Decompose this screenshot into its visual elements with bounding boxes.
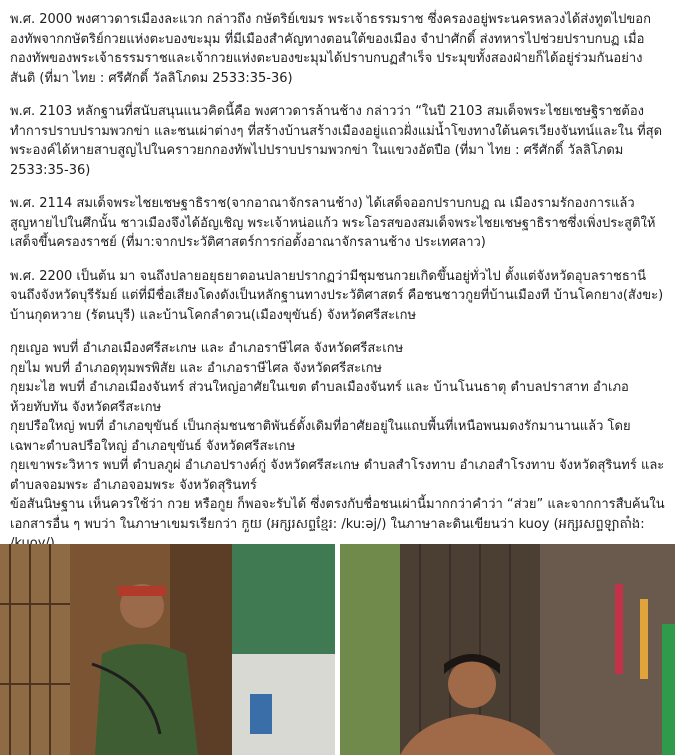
kuy-subgroup-list — [10, 339, 665, 554]
photo-grid — [0, 544, 675, 755]
list-item: กุยเขาพระวิหาร พบที่ ตำบลภูผ่ อำเภอปรางค์กู่ จังหวัดศรีสะเกษ ตำบลสำโรงทาบ อำเภอสำโรงทาบ จังหวัดสุรินทร์ และ ตำบลจอมพระ อำเภอจอมพระ จังหวัดสุรินทร์ — [10, 458, 665, 493]
list-item: กุยไม พบที่ อำเภอดุทุมพรพิสัย และ อำเภอราษีไศล จังหวัดศรีสะเกษ — [10, 360, 383, 376]
post-paragraph: พ.ศ. 2114 สมเด็จพระไชยเชษฐาธิราช(จากอาณาจักรลานช้าง) ได้เสด็จออกปราบกบฏ ณ เมืองรามรักองการแล้วสูญหายไปในศึกนั้น ชาวเมืองจึงได้อัญเชิญ พระเจ้าหน่อแก้ว พระโอรสของสมเด็จพระไชยเชษฐาธิราชซึ่งเพิ่งประสูติให้เสด็จขึ้นครองราชย์ (ที่มา:จากประวัติศาสตร์การก่อตั้งอาณาจักรลานช้าง ประเทศลาว) — [10, 196, 656, 250]
post-paragraph: พ.ศ. 2200 เป็นต้น มา จนถึงปลายอยุธยาตอนปลายปรากฏว่ามีชุมชนกวยเกิดขึ้นอยู่ทั่วไป ตั้งแต่จังหวัดอุบลราชธานีจนถึงจังหวัดบุรีรัมย์ แต่ที่มีชื่อเสียงโดงดังเป็นหลักฐานทางประวัติศาสตร์ คือชนชาวกูยที่บ้านเมืองที บ้านโคกยาง(สังขะ) บ้านกุดหวาย (รัตนบุรี) และบ้านโคกลำดวน(เมืองขุขันธ์) จังหวัดศรีสะเกษ — [10, 268, 664, 323]
list-item: กุยเญอ พบที่ อำเภอเมืองศรีสะเกษ และ อำเภอราษีไศล จังหวัดศรีสะเกษ — [10, 341, 404, 356]
list-item: ข้อสันนิษฐาน เห็นควรใช้ว่า กวย หรือกูย ก็พอจะรับได้ ซึ่งตรงกับชื่อชนเผ่านี้มากกว่าคำว่า “ส่วย” และจากการสืบค้นในเอกสารอื่น ๆ พบว่า ในภาษาเขมรเรียกว่า កួយ (អក្សរសព្ទខ្មែរ: /kuːəj/) ในภาษาละดินเขียนว่า kuoy (អក្សរសព្ទឡាតាំង: — [10, 497, 665, 532]
photo-right[interactable] — [340, 544, 675, 755]
list-item: กุยมะไฮ พบที่ อำเภอเมืองจันทร์ ส่วนใหญ่อาศัยในเขต ตำบลเมืองจันทร์ และ บ้านโนนธาตุ ตำบลปราสาท อำเภอห้วยทับทัน จังหวัดศรีสะเกษ — [10, 380, 629, 415]
list-item: กุยปรือใหญ่ พบที่ อำเภอขุขันธ์ เป็นกลุ่มชนชาติพันธ์ดั้งเดิมที่อาศัยอยู่ในแถบพื้นที่เหนือพนมดงรักมานานแล้ว โดยเฉพาะตำบลปรือใหญ่ อำเภอขุขันธ์ จังหวัดศรีสะเกษ — [10, 419, 631, 454]
post-paragraph: พ.ศ. 2000 พงศาวดารเมืองละแวก กล่าวถึง กษัตริย์เขมร พระเจ้าธรรมราช ซึ่งครองอยู่พระนครหลวงได้ส่งทูตไปขอกองทัพจากกษัตริย์กวยแห่งตะบองขะมุม ที่มีเมืองสำคัญทางตอนใต้ของเมือง จำปาศักดิ์ ส่งทหารไปช่วยปราบกบฏ เมื่อกองทัพของพระเจ้าธรรมราชและเจ้ากวยแห่งตะบองขะมุมได้ปราบกบฏสำเร็จ ประมุขทั้งสองฝ่ายก็ได้อยู่ร่วมกันอย่างสันติ (ที่มา ไทย : ศรีศักดิ์ วัลลิโภดม 2533:35-36) — [10, 12, 651, 86]
post-paragraph: พ.ศ. 2103 หลักฐานที่สนับสนุนแนวคิดนี้คือ พงศาวดารล้านช้าง กล่าวว่า “ในปี 2103 สมเด็จพระไชยเชษฐิราชต้องทำการปราบปรามพวกข่า และชนเผ่าต่างๆ ที่สร้างบ้านสร้างเมืองอยู่แถวฝั่งแม่น้ำโขงทางใต้นครเวียงจันทน์และใน ที่สุดพระองค์ได้หายสาบสูญไปในคราวยกกองทัพไปปราบปรามพวกข่า ในแขวงอัตปือ (ที่มา ไทย : ศรีศักดิ์ วัลลิโภดม 2533:35-36) — [10, 104, 663, 178]
photo-left[interactable] — [0, 544, 335, 755]
photo-man-with-bow-icon — [0, 544, 335, 755]
photo-man-smiling-icon — [340, 544, 675, 755]
